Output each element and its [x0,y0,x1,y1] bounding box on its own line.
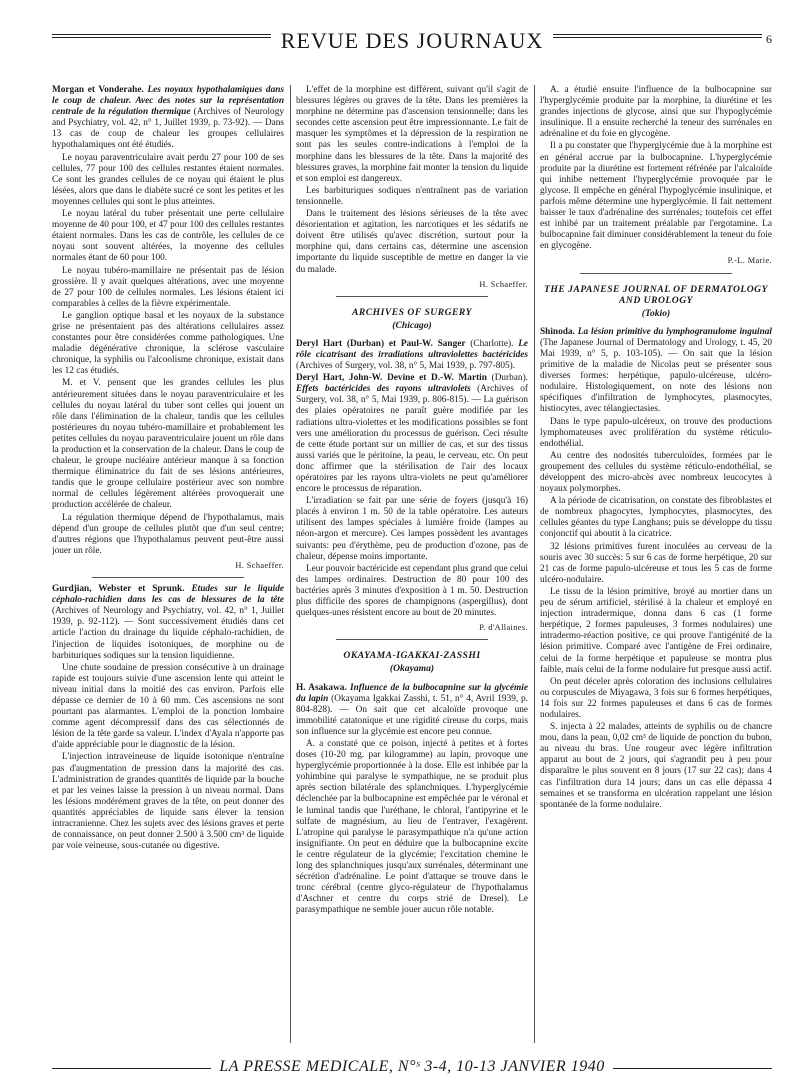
journal-heading: THE JAPANESE JOURNAL OF DERMATOLOGY AND UROLOGY [544,283,768,306]
article-authors: Morgan et Vonderahe. [52,85,144,95]
article-reference: (Archives of Surgery, vol. 38, n° 5, Mai 1939, p. 806-815). — [296,384,528,406]
article-title: Effets bactéricides des rayons ultraviolets [296,384,471,395]
paragraph: L'irradiation se fait par une série de foyers (jusqu'à 16) placés à environ 1 m. 50 de la table opératoire. Les auteurs utilisent des lampes spéciales à lumière froide (lampes au néon-argon et mercure). Ces lampes possèdent les avantages suivants: peu d'érythème, peu de production d'ozone, pas de chaleur, dépense moins importante. [296,496,528,562]
journal-page [52,28,772,1075]
article-title: Etudes sur le liquide céphalo-rachidien dans les cas de blessures de la tête [52,584,284,606]
article-authors-tail: (Durban). [491,373,528,384]
paragraph: Sont successivement étudiés dans cet article l'action du drainage du liquide céphalo-rachidien, de l'injection de liquides isotoniques, de morphine ou de barbituriques sodiques sur la tension liquidienne. [52,617,284,661]
paragraph: Il a pu constater que l'hyperglycémie due à la morphine est en général accrue par la bulbocapnine. L'hyperglycémie produite par la diurétine est fortement réfrénée par l'alcaloïde qui inhibe nettement l'hyperglycémie provoquée par le glycose. Il empêche en général l'hypoglycémie insulinique, et parfois même détermine une hyperglycémie. Il fait nettement baisser le taux d'adrénaline des surrénales; toutefois cet effet est inhibé par un traitement préalable par l'ergotamine. La bulbocapnine fait diminuer considérablement la teneur du foie en glycogène. [540,141,772,252]
article-separator [336,639,488,640]
page-number: 6 [762,32,772,47]
paragraph: Le noyau latéral du tuber présentait une perte cellulaire moyenne de 40 pour 100, et 47 pour 100 des cellules restantes étaient normales. Dans les cas de contrôle, les cellules de ce noyau sont souvent altérées, la moyenne des cellules normales étant de 60 pour 100. [52,209,284,264]
paragraph: M. et V. pensent que les grandes cellules les plus antérieurement situées dans le noyau paraventriculaire et les cellules du noyau latéral du tuber sont celles qui jouent un rôle dans l'élimination de la chaleur, tandis que les cellules postérieures du noyau tubéro-mamillaire et probablement les petites cellules du noyau paraventriculaire jouent un rôle dans la production et la conservation de la chaleur. Dans le coup de chaleur, le groupe nucléaire antérieur manque à sa fonction thermique éliminatrice du fait de ses lésions antérieures, tandis que le groupe cellulaire postérieur avec son nombre normal de cellules légèrement altérées provoquerait une production accélérée de chaleur. [52,378,284,511]
journal-heading: OKAYAMA-IGAKKAI-ZASSHI [343,650,481,662]
paragraph: On sait que la lésion primitive de la maladie de Nicolas peut se présenter sous diverses formes: herpétique, papulo-ulcéreuse, ulcéro-nodulaire. Histologiquement, on note des lésions non spécifiques d'infiltration de lymphocytes, plasmocytes, histiocytes, avec télangiectasies. [540,348,772,415]
article-title: Influence de la bulbocapnine sur la glycémie du lapin [296,682,528,704]
article-heading [52,85,284,152]
column-left [52,85,284,1045]
article-heading [540,327,772,416]
paragraph: On peut déceler après coloration des inclusions cellulaires ou corpuscules de Miyagawa, 3 fois sur 6 formes herpétiques, 14 fois sur 22 formes papuleuses et dans 6 cas de formes nodulaires. [540,676,772,720]
paragraph: A. a étudié ensuite l'influence de la bulbocapnine sur l'hyperglycémie produite par la morphine, la diurétine et les grandes injections de glycose, ainsi que sur l'hypoglycémie insulinique. Il a ensuite recherché la teneur des surrénales en adrénaline et du foie en glycogène. [540,85,772,140]
journal-place: (Okayama) [389,663,435,675]
issue-line [52,1058,772,1076]
article-columns [52,85,772,1050]
paragraph: Dans le type papulo-ulcéreux, on trouve des productions lymphomateuses avec prolifération du système réticulo-endothélial. [540,416,772,449]
article-reference: (The Japanese Journal of Dermatology and Urology, t. 45, 20 Mai 1939, n° 5, p. 103-105). — [540,337,772,359]
journal-place: (Chicago) [392,319,432,331]
article-separator [580,273,732,274]
article-reference: (Archives of Surgery, vol. 38, n° 5, Mai 1939, p. 797-805). [296,361,516,372]
paragraph: Dans 13 cas de coup de chaleur les groupes cellulaires hypothalamiques ont été étudiés. [52,118,284,151]
journal-title-text: REVUE DES JOURNAUX [271,28,553,53]
article-authors-tail: (Charlotte). [470,338,514,349]
article-title: La lésion primitive du lymphogranulome inguinal [577,326,772,337]
article-authors: Gurdjian, Webster et Sprunk. [52,584,185,595]
paragraph: La régulation thermique dépend de l'hypothalamus, mais dépend d'un groupe de cellules plutôt que d'un seul centre; d'autres régions que l'hypothalamus peuvent peut-être aussi jouer un rôle. [52,512,284,556]
article-authors: Deryl Hart, John-W. Devine et D.-W. Martin [296,373,487,384]
article-authors: Shinoda. [540,326,575,337]
author-signature: P.-L. Marie. [727,256,772,266]
article-separator [92,577,244,578]
paragraph: 32 lésions primitives furent inoculées au cerveau de la souris avec 30 succès: 5 sur 6 cas de forme herpétique, 20 sur 21 cas de forme papulo-ulcéreuse et tous les 5 cas de forme ulcéro-nodulaire. [540,541,772,585]
journal-heading: ARCHIVES OF SURGERY [351,306,473,318]
article-heading [296,683,528,738]
paragraph: A. a constaté que ce poison, injecté à petites et à fortes doses (10-20 mg. par kilogramme) au lapin, provoque une hyperglycémie proportionnée à la dose. Elle est inhibée par la yohimbine qui paralyse le sympathique, ne se produit plus après section bilatérale des splanchniques. L'hyperglycémie déclenchée par la bulbocapnine est empêchée par le véronal et le luminal tandis que l'uréthane, le chloral, l'antipyrine et le sulfate de magnésium, au lieu de l'entraver, l'exagèrent. L'atropine qui paralyse le parasympathique n'a qu'une action insignifiante. On peut en déduire que la bulbocapnine excite le centre régulateur de la glycémie; l'excitation chemine le long des splanchniques jusqu'aux surrénales, déterminant une sécrétion d'adrénaline. Le point d'attaque se trouve dans le tronc cérébral (centre glyco-régulateur de l'hypothalamus d'Aschner et centre du corps strié de Dresel). Le parasympathique ne semble jouer aucun rôle notable. [296,738,528,916]
article-title: Le rôle cicatrisant des irradiations ultraviolettes bactéricides [296,338,528,360]
paragraph: Le ganglion optique basal et les noyaux de la substance grise ne présentaient pas des altérations cellulaires assez constantes pour être considérées comme pathologiques. Une maladie dégénérative chronique, la sclérose vasculaire chronique, la syphilis ou l'alcoolisme chronique, existait dans les 12 cas étudiés. [52,310,284,377]
column-middle [296,85,528,1045]
column-divider [534,85,535,1043]
article-reference: (Archives of Neurology and Psychiatry, vol. 42, n° 1, Juillet 1939, p. 92-112). — [52,606,284,628]
paragraph: Le noyau tubéro-mamillaire ne présentait pas de lésion grossière. Il y avait quelques altérations, avec une moyenne de 27 pour 100 de cellules normales. Les lésions étaient ici comparables à celles de la fièvre expérimentale. [52,265,284,309]
article-heading [52,584,284,662]
paragraph: Au centre des nodosités tuberculoïdes, formées par le groupement des cellules du système réticulo-endothélial, se développent des micro-abcès avec nombreux leucocytes à noyaux polymorphes. [540,450,772,495]
column-right [540,85,772,1045]
paragraph: Le tissu de la lésion primitive, broyé au mortier dans un peu de sérum artificiel, stérilisé à la chaleur et employé en injection intradermique, donna dans 6 cas (1 forme herpétique, 2 formes papuleuses, 3 formes nodulaires) une intradermo-réaction positive, ce qui prouve l'antigénité de la lésion primitive. Comparé avec l'antigène de Frei ordinaire, celui de la forme herpétique et papuleuse se montra plus faible, mais celui de la forme nodulaire fut presque aussi actif. [540,586,772,675]
paragraph: L'effet de la morphine est différent, suivant qu'il s'agit de blessures légères ou graves de la tête. Dans les premières la morphine ne détermine pas d'ascension tensionnelle; dans les secondes cette ascension peut être impressionnante. Le fait de masquer les symptômes et la dépression de la respiration ne sont pas les seules contre-indications à l'emploi de la morphine dans les blessures de la tête. Dans la majorité des blessures graves, la morphine fait monter la tension du liquide et son emploi est dangereux. [296,85,528,184]
author-signature: P. d'Allaines. [479,623,528,633]
paragraph: On sait que cet alcaloïde provoque une immobilité catatonique et une rigidité cireuse du corps, mais son influence sur la glycémie est encore peu connue. [296,704,528,737]
author-signature: H. Schaeffer. [479,279,528,289]
journal-place: (Tokio) [641,307,671,319]
paragraph: A la période de cicatrisation, on constate des fibroblastes et de nombreux phagocytes, lymphocytes, plasmocytes, des cellules géantes du type Langhans; puis se développe du tissu conjonctif qui aboutit à la cicatrice. [540,496,772,540]
paragraph: Dans le traitement des lésions sérieuses de la tête avec désorientation et agitation, les narcotiques et les sédatifs ne doivent être utilisés qu'avec discrétion, surtout pour la morphine qui, dans certains cas, détermine une ascension importante du liquide susceptible de mettre en danger la vie du malade. [296,209,528,275]
article-title: Les noyaux hypothalamiques dans le coup de chaleur. Avec des notes sur la représentation centrale de la régulation thermique [52,85,284,118]
paragraph: Leur pouvoir bactéricide est cependant plus grand que celui des lampes ordinaires. Destruction de 80 pour 100 des bactéries après 3 minutes d'exposition à 1 m. 50. Destruction plus difficile des spores de champignons (aspergillus), dont quelques-unes résistent encore au bout de 20 minutes. [296,563,528,619]
issue-line-text: LA PRESSE MEDICALE, N°ˢ 3-4, 10-13 JANVIER 1940 [211,1058,612,1075]
article-authors: Deryl Hart (Durban) et Paul-W. Sanger [296,338,466,349]
author-signature: H. Schaeffer. [235,560,284,570]
article-authors: H. Asakawa. [296,682,347,693]
article-heading [296,373,528,495]
article-reference: (Okayama Igakkai Zasshi, t. 51, n° 4, Avril 1939, p. 804-828). — [296,693,528,715]
column-divider [290,85,291,1043]
paragraph: La guérison des plaies opératoires ne paraît guère modifiée par les radiations ultra-violettes et les modifications possibles se font vers une amélioration du processus de guérison. Ceci résulte de cette étude portant sur un millier de cas, et sur des tissus aussi variés que le péritoine, la peau, le cerveau, etc. On peut donc affirmer que la stérilisation de l'air des locaux opératoires par les rayons ultra-violets ne peut qu'améliorer encore le processus de réparation. [296,395,528,495]
article-heading [296,339,528,372]
page-footer [52,1058,772,1084]
article-separator [336,296,488,297]
paragraph: L'injection intraveineuse de liquide isotonique n'entraîne pas d'augmentation de pression dans la majorité des cas. L'administration de grandes quantités de liquide par la bouche et par les veines laisse la pression à un niveau normal. Dans les lésions modérément graves de la tête, on peut donner des quantités appréciables de liquide sans élever la tension intracranienne. Chez les sujets avec des lésions graves et perte de connaissance, on peut donner 2.500 à 3.500 cm³ de liquide par voie veineuse, sous-cutanée ou digestive. [52,752,284,852]
journal-title [52,28,772,54]
paragraph: Une chute soudaine de pression consécutive à un drainage rapide est toujours suivie d'une ascension lente qui atteint le niveau initial dans la moitié des cas environ. Parfois elle dépasse ce dernier de 10 à 60 mm. Ces ascensions ne sont pourtant pas alarmantes. L'emploi de la ponction lombaire comme agent décompressif dans des cas sélectionnés de lésion de la tête garde sa valeur. L'index d'Ayala n'apporte pas d'aide appréciable pour le diagnostic de la lésion. [52,662,284,751]
paragraph: Les barbituriques sodiques n'entraînent pas de variation tensionnelle. [296,185,528,207]
paragraph: Le noyau paraventriculaire avait perdu 27 pour 100 de ses cellules, 77 pour 100 des cellules restantes étaient normales. Ce sont les grandes cellules de ce noyau qui étaient le plus lésées, alors que dans le diabète sucré ce sont les petites et les moyennes cellules qui sont le plus atteintes. [52,152,284,207]
paragraph: S. injecta à 22 malades, atteints de syphilis ou de chancre mou, dans la peau, 0,02 cm³ de liquide de ponction du bubon, au niveau du bras. Une rougeur avec légère infiltration apparut au bout de 2 jours, qui s'agrandit peu à peu pour disparaître le plus souvent en 8 jours (17 sur 22 cas); dans 4 cas l'infiltration dura 14 jours; dans un cas elle dépassa 4 semaines et se transforma en ulcération rappelant une lésion spontanée de la forme nodulaire. [540,722,772,810]
masthead [52,28,772,64]
article-reference: (Archives of Neurology and Psychiatry, vol. 42, n° 1, Juillet 1939, p. 73-92). — [52,107,284,129]
